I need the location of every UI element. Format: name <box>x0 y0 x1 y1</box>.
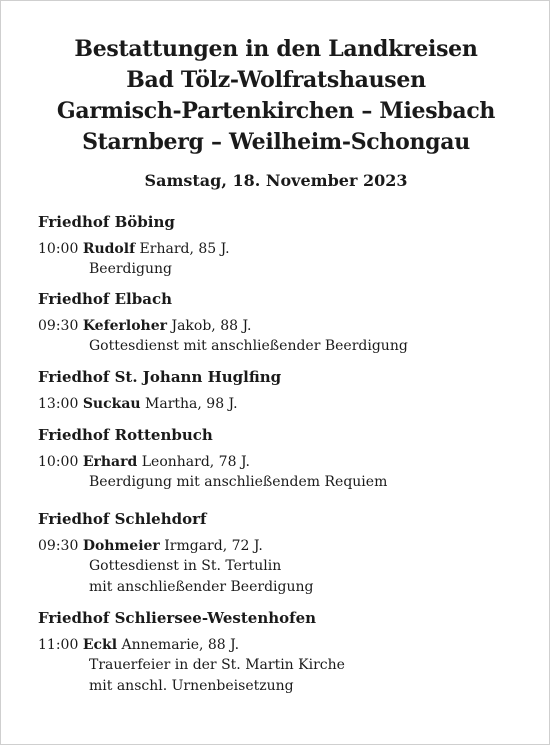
title-line: Bad Tölz-Wolfratshausen <box>126 67 426 93</box>
deceased-surname: Erhard <box>82 454 138 470</box>
ceremony-detail: mit anschl. Urnenbeisetzung <box>89 678 294 694</box>
cemetery-name: Friedhof Schlehdorf <box>38 510 207 528</box>
funeral-entry <box>38 452 538 472</box>
deceased-surname: Rudolf <box>82 241 136 257</box>
cemetery-section <box>38 608 538 697</box>
cemetery-name: Friedhof Schliersee-Westenhofen <box>38 609 317 627</box>
funeral-time: 09:30 <box>38 318 79 334</box>
cemetery-section <box>38 212 538 280</box>
deceased-details: Annemarie, 88 J. <box>121 637 240 653</box>
title-line: Bestattungen in den Landkreisen <box>74 36 478 62</box>
ceremony-detail: Gottesdienst mit anschließender Beerdigung <box>89 338 408 354</box>
deceased-details: Jakob, 88 J. <box>171 318 252 334</box>
funeral-time: 09:30 <box>38 538 79 554</box>
cemetery-section <box>38 289 538 357</box>
funeral-time: 11:00 <box>38 637 79 653</box>
deceased-surname: Keferloher <box>82 318 168 334</box>
deceased-details: Martha, 98 J. <box>145 396 238 412</box>
deceased-surname: Eckl <box>82 637 118 653</box>
funeral-time: 13:00 <box>38 396 79 412</box>
ceremony-detail: Beerdigung <box>89 261 172 277</box>
deceased-details: Leonhard, 78 J. <box>141 454 250 470</box>
cemetery-section <box>38 425 538 493</box>
deceased-details: Irmgard, 72 J. <box>164 538 263 554</box>
cemetery-name: Friedhof St. Johann Huglfing <box>38 368 282 386</box>
cemetery-name: Friedhof Elbach <box>38 290 172 308</box>
ceremony-detail: Trauerfeier in der St. Martin Kirche <box>89 657 345 673</box>
funeral-time: 10:00 <box>38 454 79 470</box>
title-line: Starnberg – Weilheim-Schongau <box>82 129 470 155</box>
cemetery-section <box>38 367 538 414</box>
title-line: Garmisch-Partenkirchen – Miesbach <box>56 98 496 124</box>
funeral-entry <box>38 635 538 655</box>
notice-header <box>1 34 550 192</box>
funeral-entry <box>38 536 538 556</box>
ceremony-detail: Beerdigung mit anschließendem Requiem <box>89 474 388 490</box>
notice-date: Samstag, 18. November 2023 <box>144 171 408 190</box>
deceased-details: Erhard, 85 J. <box>139 241 230 257</box>
funeral-entry <box>38 394 538 414</box>
cemetery-name: Friedhof Rottenbuch <box>38 426 213 444</box>
ceremony-detail: Gottesdienst in St. Tertulin <box>89 558 282 574</box>
ceremony-detail: mit anschließender Beerdigung <box>89 579 314 595</box>
deceased-surname: Suckau <box>82 396 141 412</box>
funeral-entry <box>38 239 538 259</box>
deceased-surname: Dohmeier <box>82 538 160 554</box>
cemetery-name: Friedhof Böbing <box>38 213 175 231</box>
funeral-time: 10:00 <box>38 241 79 257</box>
cemetery-section <box>38 509 538 598</box>
funeral-entry <box>38 316 538 336</box>
